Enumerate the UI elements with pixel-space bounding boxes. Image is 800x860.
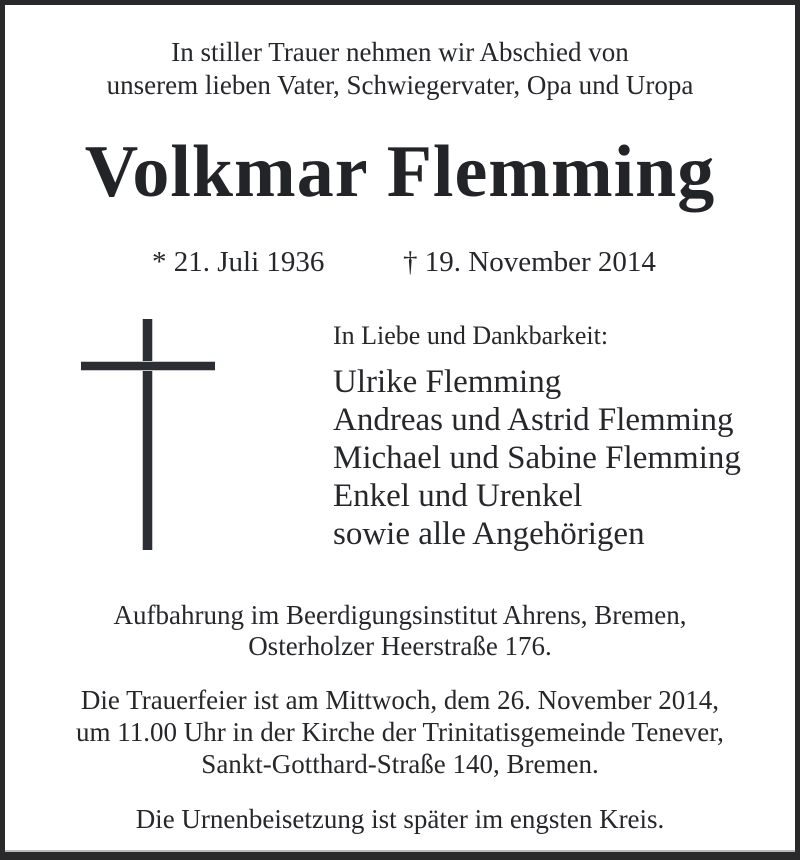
service-line-1: Die Trauerfeier ist am Mittwoch, dem 26. November 2014, (80, 685, 720, 715)
mourner-line: Michael und Sabine Flemming (333, 440, 741, 476)
funeral-service-info (5, 684, 795, 780)
intro-line-1: In stiller Trauer nehmen wir Abschied von (171, 37, 629, 67)
intro-text (5, 5, 795, 102)
death-date: † 19. November 2014 (403, 246, 656, 278)
repose-line-1: Aufbahrung im Beerdigungsinstitut Ahrens, Bremen, (113, 600, 687, 630)
mourner-line: Ulrike Flemming (333, 364, 562, 400)
service-line-2: um 11.00 Uhr in der Kirche der Trinitatisgemeinde Tenever, (76, 717, 724, 747)
deceased-name: Volkmar Flemming (84, 131, 716, 213)
mourner-line: Andreas und Astrid Flemming (333, 402, 734, 438)
family-block (333, 320, 741, 553)
birth-date: * 21. Juli 1936 (152, 246, 325, 278)
mourner-line: Enkel und Urenkel (333, 478, 583, 514)
service-line-3: Sankt-Gotthard-Straße 140, Bremen. (201, 749, 599, 779)
repose-info (5, 600, 795, 662)
burial-info: Die Urnenbeisetzung ist später im engsten Kreis. (135, 804, 665, 834)
cross-vertical-bar (143, 319, 152, 550)
mourner-line: sowie alle Angehörigen (333, 516, 645, 552)
life-dates (5, 242, 795, 284)
cross-horizontal-bar (81, 362, 215, 370)
cross-and-family-section (5, 288, 795, 576)
repose-line-2: Osterholzer Heerstraße 176. (248, 631, 552, 661)
intro-line-2: unserem lieben Vater, Schwiegervater, Opa und Uropa (106, 70, 694, 100)
dedication-line: In Liebe und Dankbarkeit: (333, 321, 609, 350)
